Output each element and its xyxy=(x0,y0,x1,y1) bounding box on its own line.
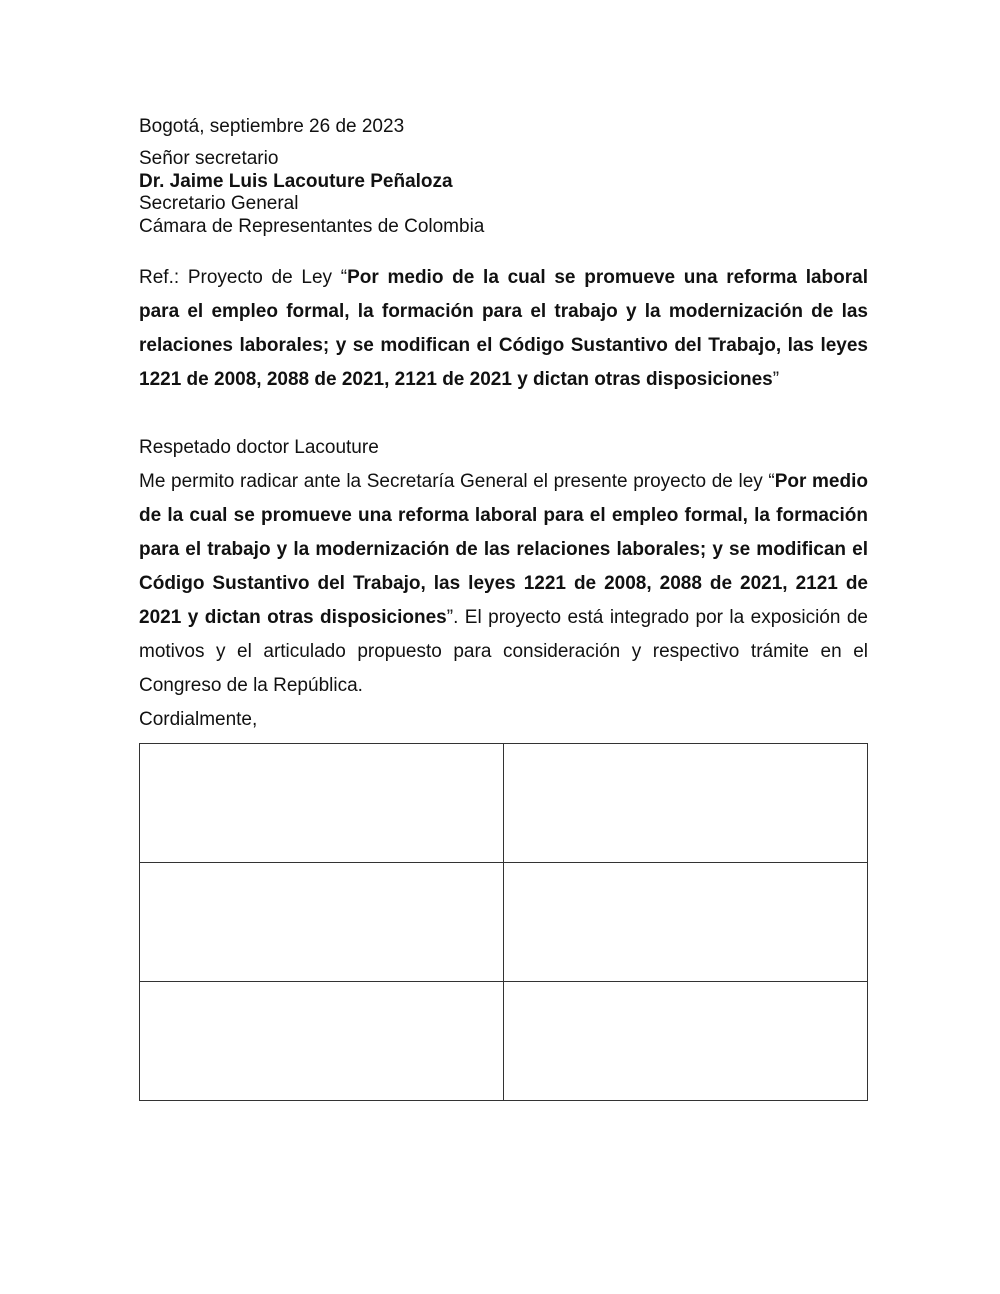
signature-table xyxy=(139,743,868,1101)
body-intro: Me permito radicar ante la Secretaría General el presente proyecto de ley “ xyxy=(139,471,775,492)
recipient-greeting: Señor secretario xyxy=(139,148,279,169)
signature-row xyxy=(140,744,868,863)
signature-row xyxy=(140,863,868,982)
recipient-block xyxy=(139,148,868,238)
salutation: Respetado doctor Lacouture xyxy=(139,437,379,458)
recipient-name: Dr. Jaime Luis Lacouture Peñaloza xyxy=(139,170,453,192)
ref-suffix: ” xyxy=(772,369,780,390)
letter-page xyxy=(139,114,868,1101)
body-outro: ”. El proyecto está integrado por la exposición de motivos y el articulado propuesto para consideración y respectivo trámite en el Congreso de la República. xyxy=(139,607,868,696)
signature-cell xyxy=(140,863,504,982)
signature-cell xyxy=(140,744,504,863)
ref-prefix: Ref.: Proyecto de Ley “ xyxy=(139,267,348,288)
recipient-institution: Cámara de Representantes de Colombia xyxy=(139,215,485,237)
signature-cell xyxy=(504,863,868,982)
reference-paragraph xyxy=(139,261,868,397)
letter-date: Bogotá, septiembre 26 de 2023 xyxy=(139,116,405,137)
signature-cell xyxy=(504,744,868,863)
ref-bill-title: Por medio de la cual se promueve una reforma laboral para el empleo formal, la formación para el trabajo y la modernización de las relaciones laborales; y se modifican el Código Sustantivo del Trabajo, las leyes 1221 de 2008, 2088 de 2021, 2121 de 2021 y dictan otras disposiciones xyxy=(139,267,869,390)
signature-row xyxy=(140,982,868,1101)
body-bill-title: Por medio de la cual se promueve una reforma laboral para el empleo formal, la formación para el trabajo y la modernización de las relaciones laborales; y se modifican el Código Sustantivo del Trabajo, las leyes 1221 de 2008, 2088 de 2021, 2121 de 2021 y dictan otras disposiciones xyxy=(139,471,868,628)
signature-cell xyxy=(504,982,868,1101)
signature-cell xyxy=(140,982,504,1101)
body-paragraph xyxy=(139,465,868,703)
recipient-position: Secretario General xyxy=(139,193,299,214)
closing: Cordialmente, xyxy=(139,709,258,730)
